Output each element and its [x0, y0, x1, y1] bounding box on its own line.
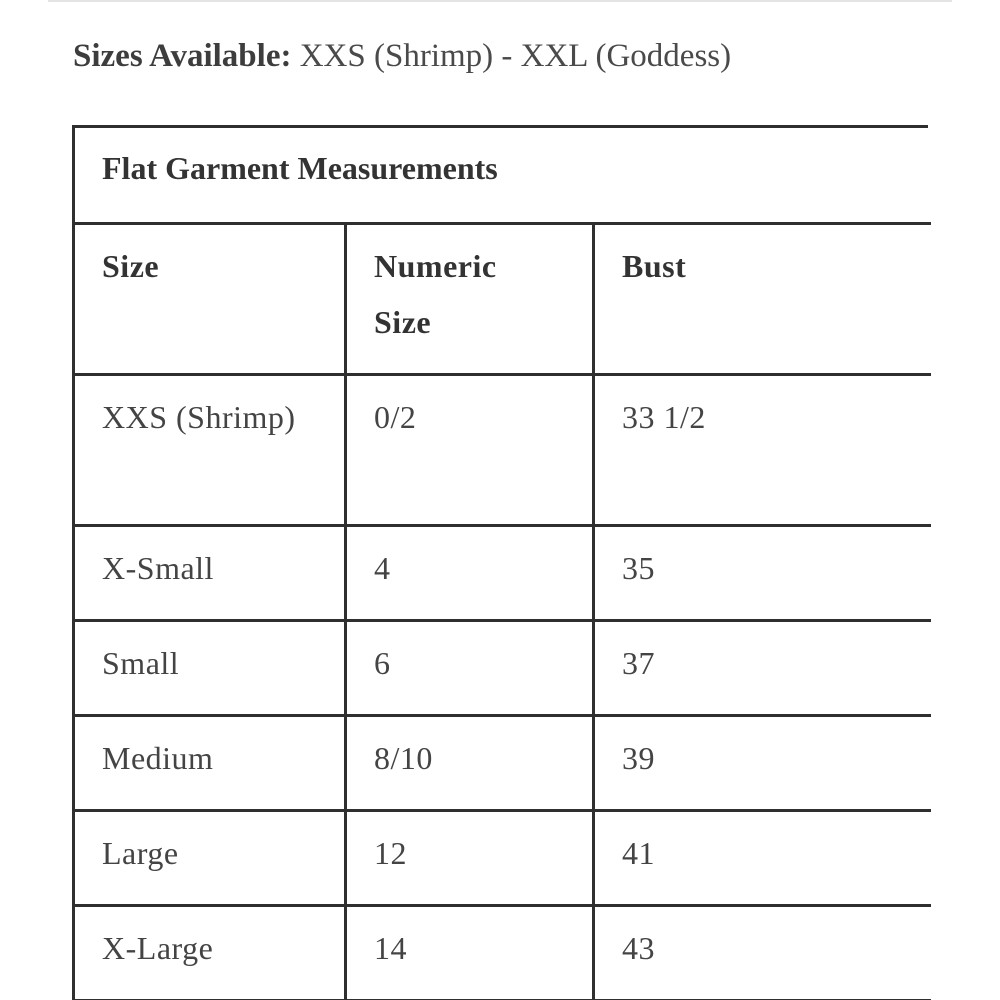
cell-numeric-size: 12	[347, 812, 595, 904]
sizes-available-value: XXS (Shrimp) - XXL (Goddess)	[299, 38, 732, 74]
cell-size: Large	[75, 812, 347, 904]
cell-size: X-Large	[75, 907, 347, 999]
cell-size: XXS (Shrimp)	[75, 376, 347, 524]
cell-bust: 41	[622, 835, 655, 871]
cell-numeric-size: 0/2	[347, 376, 595, 524]
cell-numeric-size: 8/10	[347, 717, 595, 809]
sizes-available-label: Sizes Available:	[73, 38, 292, 74]
cell-numeric-size: 6	[347, 622, 595, 714]
header-bust: Bust	[622, 248, 687, 284]
table-row	[75, 527, 931, 622]
table-row	[75, 717, 931, 812]
header-size: Size	[75, 225, 347, 373]
cell-bust: 35	[622, 550, 655, 586]
cell-bust: 37	[622, 645, 655, 681]
cell-size: X-Small	[75, 527, 347, 619]
table-header-row	[75, 225, 931, 376]
cell-numeric-size: 14	[347, 907, 595, 999]
cell-size: Medium	[75, 717, 347, 809]
sizes-available-line	[73, 34, 731, 78]
header-numeric-size: Numeric Size	[347, 225, 595, 373]
table-row	[75, 907, 931, 1000]
table-row	[75, 812, 931, 907]
cell-bust: 43	[622, 930, 655, 966]
cell-size: Small	[75, 622, 347, 714]
table-caption: Flat Garment Measurements	[102, 150, 498, 186]
table-caption-row	[75, 128, 931, 225]
size-chart-table	[72, 125, 928, 1000]
top-divider	[48, 0, 952, 2]
table-row	[75, 376, 931, 527]
cell-bust: 39	[622, 740, 655, 776]
cell-numeric-size: 4	[347, 527, 595, 619]
cell-bust: 33 1/2	[622, 399, 706, 435]
table-row	[75, 622, 931, 717]
